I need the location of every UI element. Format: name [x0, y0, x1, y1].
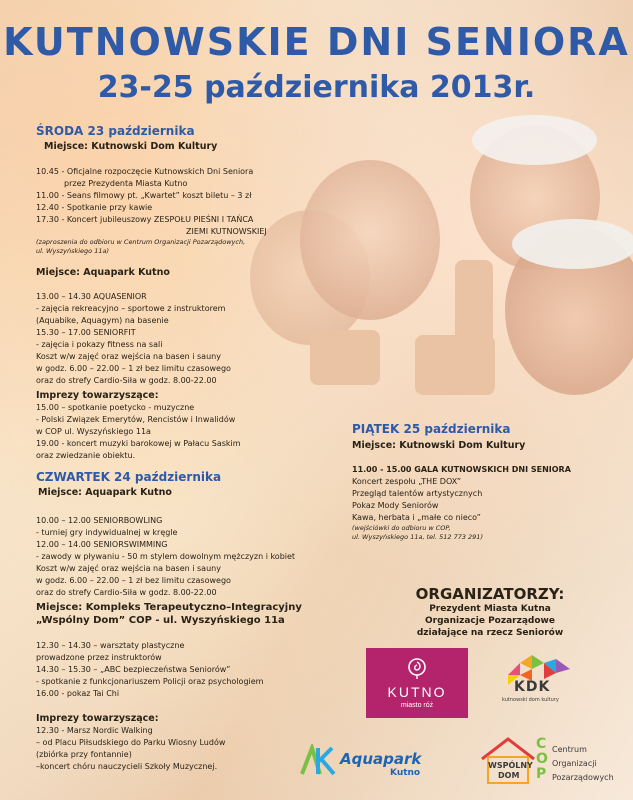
schedule-line: - turniej gry indywidualnej w kręgle [36, 528, 178, 537]
schedule-line: 10.00 – 12.00 SENIORBOWLING [36, 516, 163, 525]
friday-place: Miejsce: Kutnowski Dom Kultury [352, 440, 526, 451]
schedule-line: - zawody w pływaniu - 50 m stylem dowolnym mężczyzn i kobiet [36, 552, 296, 561]
schedule-line: Kawa, herbata i „małe co nieco” [352, 513, 481, 522]
schedule-line: przez Prezydenta Miasta Kutno [64, 179, 188, 188]
thursday-place-1: Miejsce: Aquapark Kutno [38, 487, 172, 498]
schedule-line: – od Placu Piłsudskiego do Parku Wiosny Ludów [36, 738, 226, 747]
wednesday-note: ul. Wyszyńskiego 11a) [36, 247, 110, 255]
cop-letters: COP [536, 736, 548, 782]
wednesday-events [36, 402, 326, 462]
organizers-section [385, 585, 595, 639]
white-hair-man [512, 219, 633, 269]
schedule-line: oraz zwiedzanie obiektu. [36, 451, 136, 460]
schedule-line: 15.00 – spotkanie poetycko - muzyczne [36, 403, 195, 412]
schedule-line: - spotkanie z funkcjonariuszem Policji oraz psychologiem [36, 677, 264, 686]
poster-title: KUTNOWSKIE DNI SENIORA [3, 20, 630, 64]
schedule-line: ZIEMI KUTNOWSKIEJ [186, 227, 267, 236]
kdk-logo [500, 655, 580, 715]
schedule-line: 15.30 – 17.00 SENIORFIT [36, 328, 136, 337]
wspolny-dom-line-1: WSPÓLNY [488, 761, 533, 770]
wednesday-schedule-2 [36, 291, 326, 387]
wednesday-note: (zaproszenia do odbioru w Centrum Organizacji Pozarządowych, [36, 238, 246, 246]
schedule-line: 19.00 - koncert muzyki barokowej w Pałacu Saskim [36, 439, 241, 448]
schedule-line: Pokaz Mody Seniorów [352, 501, 439, 510]
wednesday-section [36, 124, 326, 462]
aquapark-logo-city: Kutno [390, 768, 421, 778]
schedule-line: - zajęcia i pokazy fitness na sali [36, 340, 163, 349]
schedule-line: Koszt w/w zajęć oraz wejścia na basen i sauny [36, 352, 221, 361]
schedule-line: w COP ul. Wyszyńskiego 11a [36, 427, 151, 436]
schedule-line: oraz do strefy Cardio-Siła w godz. 8.00-22.00 [36, 588, 217, 597]
thursday-section [36, 470, 356, 773]
aquapark-ak-icon [300, 744, 342, 778]
organizers-heading: ORGANIZATORZY: [415, 585, 565, 603]
schedule-line: 17.30 - Koncert jubileuszowy ZESPOŁU PIEŚNI I TAŃCA [36, 215, 254, 224]
schedule-line: –koncert chóru nauczycieli Szkoły Muzycznej. [36, 762, 218, 771]
schedule-line: 14.30 – 15.30 – „ABC bezpieczeństwa Seniorów” [36, 665, 231, 674]
wspolny-dom-cop-logo [478, 735, 628, 790]
organizer-line: Organizacje Pozarządowe [425, 616, 555, 626]
friday-note: (wejściówki do odbioru w COP, [352, 524, 451, 532]
schedule-line: w godz. 6.00 – 22.00 – 1 zł bez limitu czasowego [36, 364, 231, 373]
kutno-logo [366, 648, 468, 718]
cop-line-1: Centrum [552, 745, 587, 754]
schedule-line: w godz. 6.00 – 22.00 – 1 zł bez limitu czasowego [36, 576, 231, 585]
wednesday-heading: ŚRODA 23 października [36, 124, 195, 138]
schedule-line: Koncert zespołu „THE DOX” [352, 477, 462, 486]
schedule-line: 11.00 - Seans filmowy pt. „Kwartet” koszt biletu – 3 zł [36, 191, 252, 200]
friday-heading: PIĄTEK 25 października [352, 422, 511, 436]
thursday-events-heading: Imprezy towarzyszące: [36, 713, 159, 724]
organizer-line: Prezydent Miasta Kutna [429, 604, 551, 614]
thursday-place-2: Miejsce: Kompleks Terapeutyczno–Integracyjny [36, 602, 302, 613]
kdk-logo-name: KDK [514, 679, 551, 695]
poster-dates: 23-25 października 2013r. [97, 70, 536, 105]
white-hair [472, 115, 597, 165]
cop-line-2: Organizacji [552, 759, 597, 768]
kutno-logo-name: KUTNO [387, 684, 447, 700]
schedule-line: 11.00 - 15.00 GALA KUTNOWSKICH DNI SENIORA [352, 465, 571, 474]
schedule-line: oraz do strefy Cardio-Siła w godz. 8.00-22.00 [36, 376, 217, 385]
cop-line-3: Pozarządowych [552, 773, 614, 782]
thursday-place-2b: „Wspólny Dom” COP - ul. Wyszyńskiego 11a [36, 615, 285, 626]
wednesday-schedule-1 [36, 166, 326, 256]
thumb-up-1 [455, 260, 493, 345]
thumb-up-2 [415, 335, 495, 395]
kdk-logo-tag: kutnowski dom kultury [502, 697, 559, 703]
schedule-line: Przegląd talentów artystycznych [352, 489, 483, 498]
kutno-logo-tag: miasto róż [400, 702, 434, 709]
schedule-line: 16.00 - pokaz Tai Chi [36, 689, 120, 698]
schedule-line: 12.30 - Marsz Nordic Walking [36, 726, 153, 735]
schedule-line: 10.45 - Oficjalne rozpoczęcie Kutnowskich Dni Seniora [36, 167, 254, 176]
organizer-line: działające na rzecz Seniorów [416, 628, 564, 638]
schedule-line: prowadzone przez instruktorów [36, 653, 162, 662]
aquapark-logo-name: Aquapark [340, 750, 422, 768]
schedule-line: 12.40 - Spotkanie przy kawie [36, 203, 153, 212]
wednesday-events-heading: Imprezy towarzyszące: [36, 390, 159, 401]
thursday-schedule-2 [36, 640, 356, 700]
rose-icon [405, 656, 429, 680]
wspolny-dom-line-2: DOM [498, 771, 520, 780]
schedule-line: 12.30 – 14.30 – warsztaty plastyczne [36, 641, 185, 650]
friday-section [352, 422, 622, 542]
schedule-line: - Polski Związek Emerytów, Rencistów i Inwalidów [36, 415, 236, 424]
friday-note: ul. Wyszyńskiego 11a, tel. 512 773 291) [352, 533, 483, 541]
wednesday-place-2: Miejsce: Aquapark Kutno [36, 267, 170, 278]
thursday-heading: CZWARTEK 24 października [36, 470, 222, 484]
schedule-line: Koszt w/w zajęć oraz wejścia na basen i sauny [36, 564, 221, 573]
friday-schedule [352, 464, 622, 542]
schedule-line: 12.00 – 14.00 SENIORSWIMMING [36, 540, 168, 549]
schedule-line: (Aquabike, Aquagym) na basenie [36, 316, 169, 325]
schedule-line: (zbiórka przy fontannie) [36, 750, 132, 759]
wednesday-place-1: Miejsce: Kutnowski Dom Kultury [44, 141, 218, 152]
schedule-line: - zajęcia rekreacyjno – sportowe z instruktorem [36, 304, 226, 313]
aquapark-logo [300, 742, 435, 782]
thursday-schedule-1 [36, 515, 356, 599]
schedule-line: 13.00 – 14.30 AQUASENIOR [36, 292, 147, 301]
